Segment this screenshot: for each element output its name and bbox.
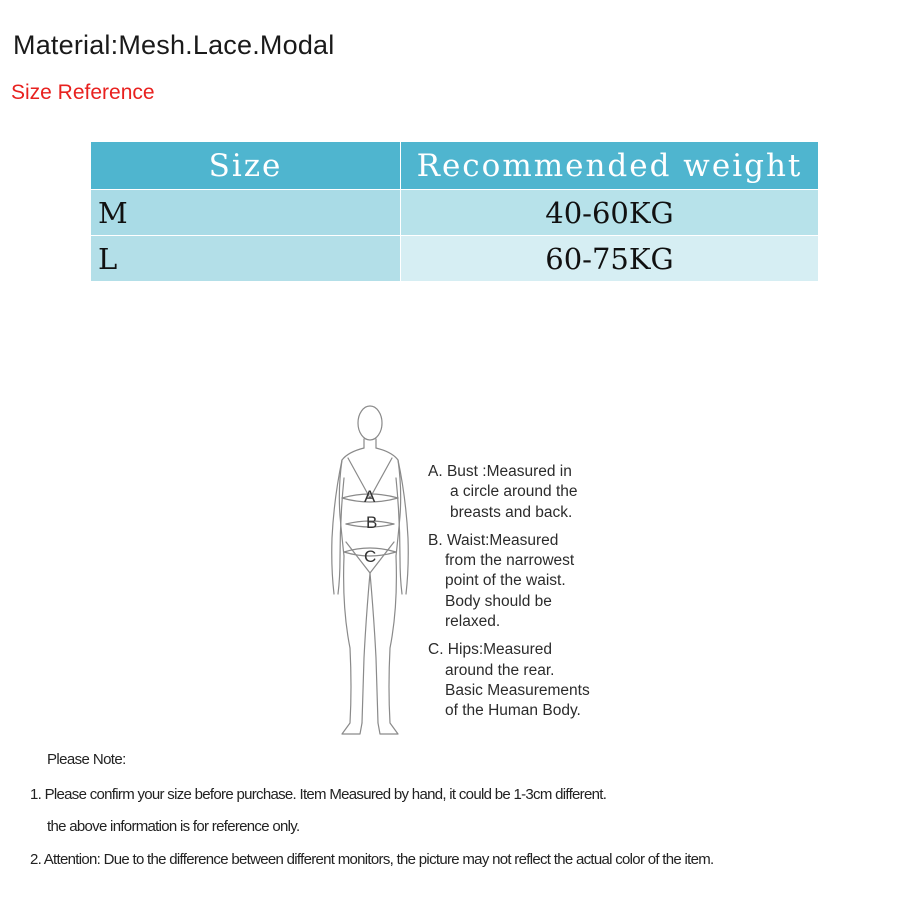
weight-column-header: Recommended weight: [401, 142, 819, 190]
note-line-1b: the above information is for reference only.: [47, 818, 300, 835]
size-cell: M: [91, 190, 401, 236]
please-note-title: Please Note:: [47, 751, 126, 768]
hips-label: C: [364, 547, 377, 566]
waist-note: B. Waist:Measured from the narrowest point of the waist. Body should be relaxed.: [428, 531, 575, 631]
table-row: [91, 236, 819, 282]
size-table: [90, 141, 819, 282]
waist-label: B: [366, 513, 378, 532]
weight-cell: 40-60KG: [401, 190, 819, 236]
note-line-2: 2. Attention: Due to the difference between different monitors, the picture may not reflect the actual color of the item.: [30, 851, 714, 868]
measurement-notes: [428, 462, 590, 730]
bust-note: A. Bust :Measured in a circle around the breasts and back.: [428, 463, 578, 521]
size-column-header: Size: [91, 142, 401, 190]
hips-note: C. Hips:Measured around the rear. Basic Measurements of the Human Body.: [428, 641, 590, 720]
material-heading: Material:Mesh.Lace.Modal: [13, 30, 335, 60]
size-table-header: [91, 142, 819, 190]
size-reference-heading: Size Reference: [11, 81, 155, 104]
table-row: [91, 190, 819, 236]
weight-cell: 60-75KG: [401, 236, 819, 282]
bust-label: A: [364, 487, 376, 506]
size-cell: L: [91, 236, 401, 282]
body-figure-icon: [320, 398, 410, 743]
note-line-1: 1. Please confirm your size before purchase. Item Measured by hand, it could be 1-3cm different.: [30, 786, 607, 803]
